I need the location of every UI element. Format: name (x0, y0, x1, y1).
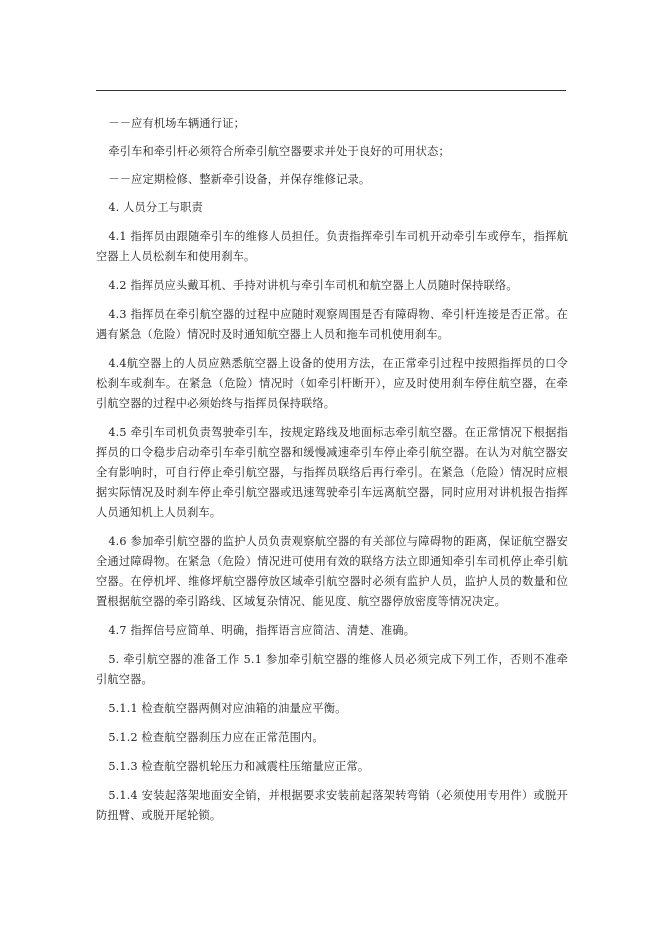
paragraph-5-1-3: 5.1.3 检查航空器机轮压力和减震柱压缩量应正常。 (108, 760, 370, 773)
header-rule (96, 90, 566, 91)
paragraph-5-1-1: 5.1.1 检查航空器两侧对应油箱的油量应平衡。 (108, 702, 347, 715)
paragraph-vehicle-pass: －－应有机场车辆通行证； (108, 117, 245, 130)
paragraph-4-5: 4.5 牵引车司机负责驾驶牵引车，按规定路线及地面标志牵引航空器。在正常情况下根据指挥员的口令稳步启动牵引车牵引航空器和缓慢减速牵引车停止牵引航空器。在认为对航空器安全有影响时，可自行停止牵引航空器，与指挥员联络后再行牵引。在紧急（危险）情况时应根据实际情况及时刹车停止牵引航空器或迅速驾驶牵引车远离航空器，同时应用对讲机报告指挥人员通知机上人员刹车。 (96, 426, 568, 519)
section-heading-5: 5. 牵引航空器的准备工作 5.1 参加牵引航空器的维修人员必须完成下列工作，否则不准牵引航空器。 (96, 653, 568, 686)
paragraph-4-7: 4.7 指挥信号应简单、明确，指挥语言应简洁、清楚、准确。 (108, 624, 416, 637)
paragraph-5-1-2: 5.1.2 检查航空器刹压力应在正常范围内。 (108, 731, 324, 744)
paragraph-tow-equipment-status: 牵引车和牵引杆必须符合所牵引航空器要求并处于良好的可用状态； (108, 145, 450, 158)
paragraph-4-1: 4.1 指挥员由跟随牵引车的维修人员担任。负责指挥牵引车司机开动牵引车或停车，指挥航空器上人员松刹车和使用刹车。 (96, 230, 568, 263)
paragraph-4-3: 4.3 指挥员在牵引航空器的过程中应随时观察周围是否有障碍物、牵引杆连接是否正常。在遇有紧急（危险）情况时及时通知航空器上人员和拖车司机使用刹车。 (96, 308, 568, 341)
paragraph-4-6: 4.6 参加牵引航空器的监护人员负责观察航空器的有关部位与障碍物的距离，保证航空器安全通过障碍物。在紧急（危险）情况进可使用有效的联络方法立即通知牵引车司机停止牵引航空器。在停机坪、维修坪航空器停放区域牵引航空器时必须有监护人员，监护人员的数量和位置根据航空器的牵引路线、区域复杂情况、能见度、航空器停放密度等情况决定。 (96, 535, 568, 608)
paragraph-5-1-4: 5.1.4 安装起落架地面安全销，并根据要求安装前起落架转弯销（必须使用专用件）或脱开防扭臂、或脱开尾轮锁。 (96, 789, 568, 822)
paragraph-maintenance-records: －－应定期检修、整新牵引设备，并保存维修记录。 (108, 173, 371, 186)
paragraph-4-2: 4.2 指挥员应头戴耳机、手持对讲机与牵引车司机和航空器上人员随时保持联络。 (108, 279, 518, 292)
paragraph-4-4: 4.4航空器上的人员应熟悉航空器上设备的使用方法，在正常牵引过程中按照指挥员的口令松刹车或刹车。在紧急（危险）情况时（如牵引杆断开），应及时使用刹车停住航空器，在牵引航空器的过程中必须始终与指挥员保持联络。 (96, 357, 568, 410)
section-heading-4: 4. 人员分工与职责 (108, 201, 203, 214)
document-body (96, 114, 568, 826)
